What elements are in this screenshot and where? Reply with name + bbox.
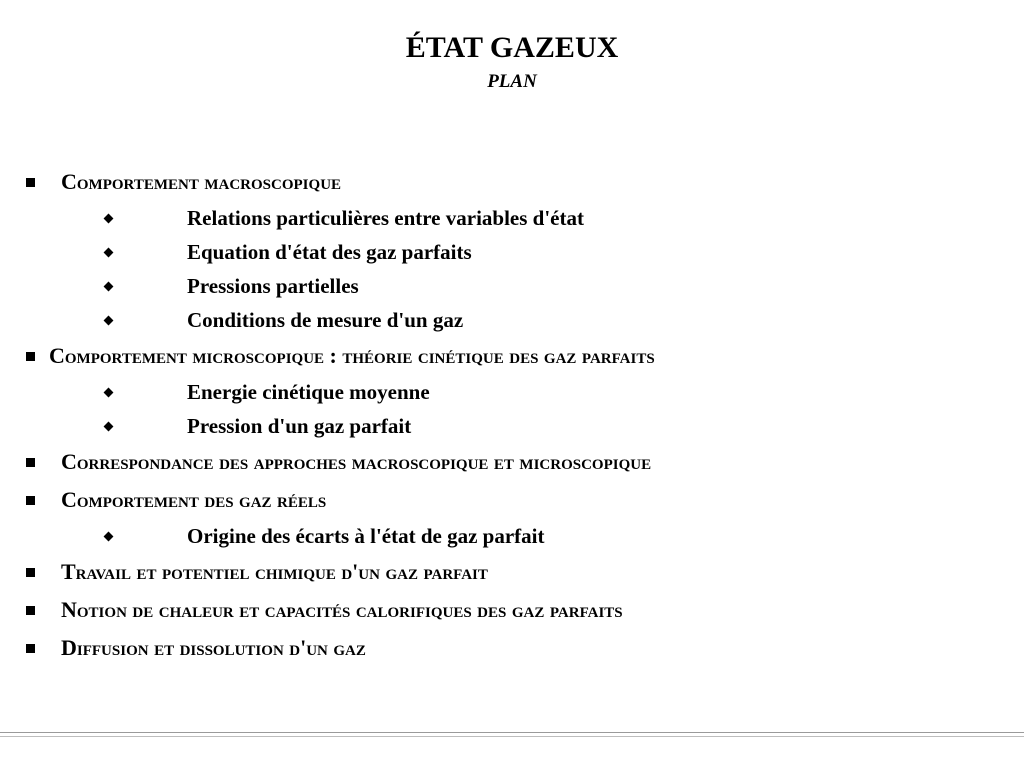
section-heading bbox=[26, 163, 1016, 201]
sub-item bbox=[26, 375, 1016, 409]
diamond-bullet-icon bbox=[103, 421, 113, 431]
diamond-bullet-icon bbox=[103, 531, 113, 541]
sub-item-label: Pressions partielles bbox=[187, 273, 359, 298]
sub-item-label: Pression d'un gaz parfait bbox=[187, 413, 412, 438]
square-bullet-icon bbox=[26, 496, 35, 505]
sub-item-label: Relations particulières entre variables d'état bbox=[187, 205, 584, 230]
diamond-bullet-icon bbox=[103, 281, 113, 291]
section-heading bbox=[26, 443, 1016, 481]
square-bullet-icon bbox=[26, 178, 35, 187]
page-subtitle: PLAN bbox=[487, 71, 537, 92]
square-bullet-icon bbox=[26, 568, 35, 577]
section-label: Correspondance des approches macroscopique et microscopique bbox=[61, 449, 652, 474]
diamond-bullet-icon bbox=[103, 213, 113, 223]
diamond-bullet-icon bbox=[103, 315, 113, 325]
section-label: Travail et potentiel chimique d'un gaz parfait bbox=[61, 559, 488, 584]
section-heading bbox=[26, 481, 1016, 519]
sub-item bbox=[26, 519, 1016, 553]
section-label: Comportement microscopique : théorie cinétique des gaz parfaits bbox=[49, 343, 655, 368]
sub-item-label: Origine des écarts à l'état de gaz parfait bbox=[187, 523, 545, 548]
page-title: ÉTAT GAZEUX bbox=[405, 31, 619, 64]
section-label: Comportement macroscopique bbox=[61, 169, 342, 194]
sub-item bbox=[26, 303, 1016, 337]
square-bullet-icon bbox=[26, 352, 35, 361]
square-bullet-icon bbox=[26, 606, 35, 615]
footer-divider bbox=[0, 736, 1024, 737]
sub-item bbox=[26, 269, 1016, 303]
section-label: Notion de chaleur et capacités calorifiques des gaz parfaits bbox=[61, 597, 623, 622]
section-heading bbox=[26, 629, 1016, 667]
square-bullet-icon bbox=[26, 458, 35, 467]
section-heading bbox=[26, 591, 1016, 629]
sub-item-label: Equation d'état des gaz parfaits bbox=[187, 239, 472, 264]
sub-item bbox=[26, 235, 1016, 269]
sub-item bbox=[26, 201, 1016, 235]
section-label: Comportement des gaz réels bbox=[61, 487, 327, 512]
sub-item-label: Conditions de mesure d'un gaz bbox=[187, 307, 464, 332]
diamond-bullet-icon bbox=[103, 387, 113, 397]
sub-item-label: Energie cinétique moyenne bbox=[187, 379, 430, 404]
footer-divider bbox=[0, 732, 1024, 733]
plan-outline bbox=[26, 163, 1016, 667]
section-label: Diffusion et dissolution d'un gaz bbox=[61, 635, 366, 660]
section-heading bbox=[26, 553, 1016, 591]
sub-item bbox=[26, 409, 1016, 443]
square-bullet-icon bbox=[26, 644, 35, 653]
diamond-bullet-icon bbox=[103, 247, 113, 257]
section-heading bbox=[26, 337, 1016, 375]
